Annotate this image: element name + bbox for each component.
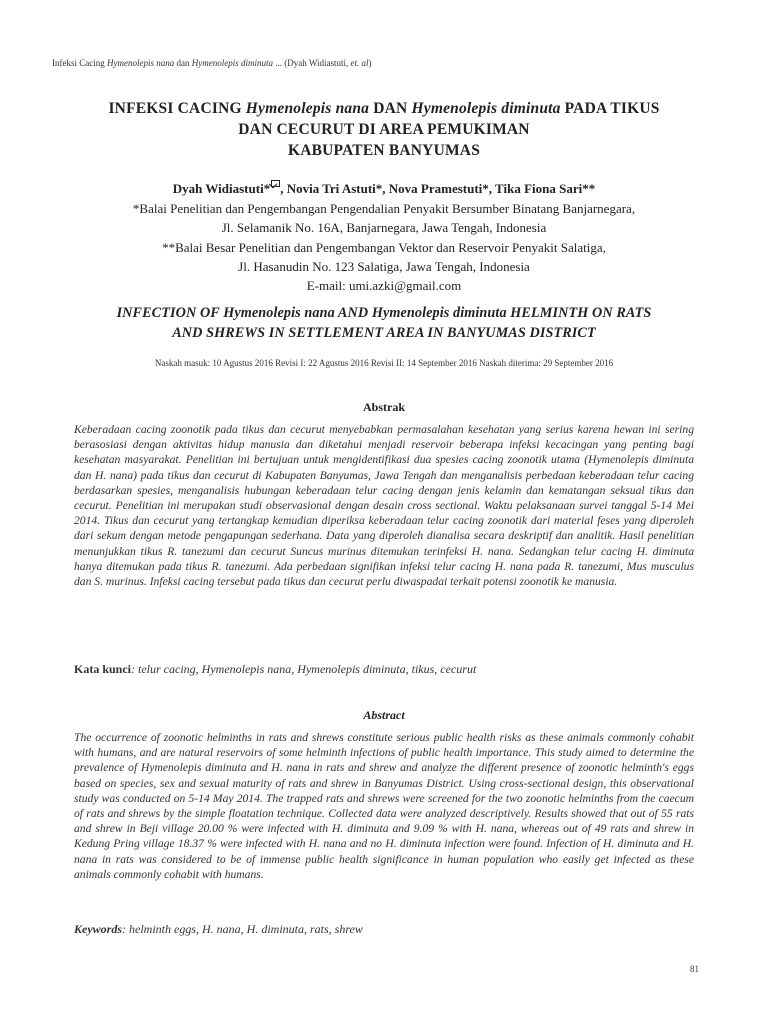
abstrak-heading: Abstrak — [362, 400, 405, 414]
affiliation-line: **Balai Besar Penelitian dan Pengembangan Vektor dan Reservoir Penyakit Salatiga, — [162, 239, 606, 255]
keywords-terms: : helminth eggs, H. nana, H. diminuta, rats, shrew — [122, 922, 363, 936]
affiliations — [40, 199, 728, 295]
abstrak-text: Keberadaan cacing zoonotik pada tikus dan cecurut menyebabkan permasalahan kesehatan yang serius karena hewan ini sering berasosiasi dengan aktivitas hidup manusia dan diketahui menjadi reservoir beberapa infeksi kecacingan yang penting bagi kesehatan masyarakat. Penelitian ini bertujuan untuk mengidentifikasi dua spesies cacing zoonotik utama (Hymenolepis diminuta dan H. nana) pada tikus dan cecurut di Kabupaten Banyumas, Jawa Tengah dan menganalisis perbedaan keberadaan telur cacing berdasarkan spesies, menganalisis hubungan keberadaan telur cacing dengan jenis kelamin dan kematangan seksual tikus dan cecurut. Penelitian ini merupakan studi observasional dengan desain cross sectional. Waktu pelaksanaan survei tanggal 5-14 Mei 2014. Tikus dan cecurut yang tertangkap kemudian diperiksa keberadaan telur cacing zoonotik dari material feses yang diperoleh dari sekum dengan metode pengapungan sederhana. Data yang diperoleh dianalisa secara deskriptif dan analitik. Hasil penelitian menunjukkan tikus R. tanezumi dan cecurut Suncus murinus ditemukan terinfeksi H. nana. Sedangkan telur cacing H. diminuta hanya ditemukan pada tikus R. tanezumi. Ada perbedaan signifikan infeksi telur cacing H. nana pada R. tanezumi, Mus musculus dan S. murinus. Infeksi cacing tersebut pada tikus dan cecurut perlu diwaspadai terkait potensi zoonotik ke manusia. — [74, 423, 694, 589]
english-title — [40, 303, 728, 343]
abstract-text: The occurrence of zoonotic helminths in rats and shrews constitute serious public health risks as these animals commonly cohabit with humans, and are natural reservoirs of some helminth infections of public health importance. This study aimed to determine the prevalence of Hymenolepis diminuta and H. nana in rats and shrew and analyze the different presence of zoonotic helminth's eggs based on species, sex and sexual maturity of rats and shrew in Banyumas District. Using cross-sectional design, this observational study was conducted on 5-14 May 2014. The trapped rats and shrews were screened for the two zoonotic helminths from the caecum of rats and shrews by the simple floatation technique. Collected data were analyzed descriptively. Results showed that out of 55 rats and shrew in Beji village 20.00 % were infected with H. diminuta and 9.09 % with H. nana, whereas out of 49 rats and shrew in Kedung Pring village 18.37 % were infected with H. nana and no H. diminuta infection were found. Infection of H. diminuta and H. nana in rats was considered to be of immense public health significance in human population who easily get infected as these animals commonly cohabit with humans. — [74, 731, 694, 881]
title-line-3: KABUPATEN BANYUMAS — [287, 142, 481, 159]
abstract-heading: Abstract — [363, 708, 405, 722]
kata-kunci — [74, 662, 694, 677]
kata-kunci-terms: : telur cacing, Hymenolepis nana, Hymenolepis diminuta, tikus, cecurut — [131, 662, 477, 676]
page-number: 81 — [690, 964, 699, 974]
submission-dates: Naskah masuk: 10 Agustus 2016 Revisi I: 22 Agustus 2016 Revisi II: 14 September 2016 Naskah diterima: 29 September 2016 — [154, 358, 614, 368]
keywords — [74, 922, 694, 937]
title-line-1: INFEKSI CACING Hymenolepis nana DAN Hymenolepis diminuta PADA TIKUS — [108, 100, 660, 117]
keywords-label: Keywords — [74, 922, 122, 936]
kata-kunci-label: Kata kunci — [74, 662, 132, 676]
article-title — [40, 98, 728, 161]
affiliation-line: Jl. Hasanudin No. 123 Salatiga, Jawa Tengah, Indonesia — [238, 258, 530, 274]
affiliation-line: Jl. Selamanik No. 16A, Banjarnegara, Jawa Tengah, Indonesia — [221, 220, 547, 236]
email-line: E-mail: umi.azki@gmail.com — [306, 278, 462, 294]
title-line-2: DAN CECURUT DI AREA PEMUKIMAN — [238, 121, 530, 138]
running-header: Infeksi Cacing Hymenolepis nana dan Hymenolepis diminuta ... (Dyah Widiastuti, et. al) — [52, 58, 372, 68]
english-title-line-1: INFECTION OF Hymenolepis nana AND Hymenolepis diminuta HELMINTH ON RATS — [116, 305, 652, 321]
author-list: Dyah Widiastuti* , Novia Tri Astuti*, Nova Pramestuti*, Tika Fiona Sari** — [172, 181, 596, 196]
envelope-icon — [271, 180, 280, 187]
english-title-line-2: AND SHREWS IN SETTLEMENT AREA IN BANYUMAS DISTRICT — [172, 325, 596, 341]
affiliation-line: *Balai Penelitian dan Pengembangan Pengendalian Penyakit Bersumber Binatang Banjarnegara, — [132, 201, 636, 216]
